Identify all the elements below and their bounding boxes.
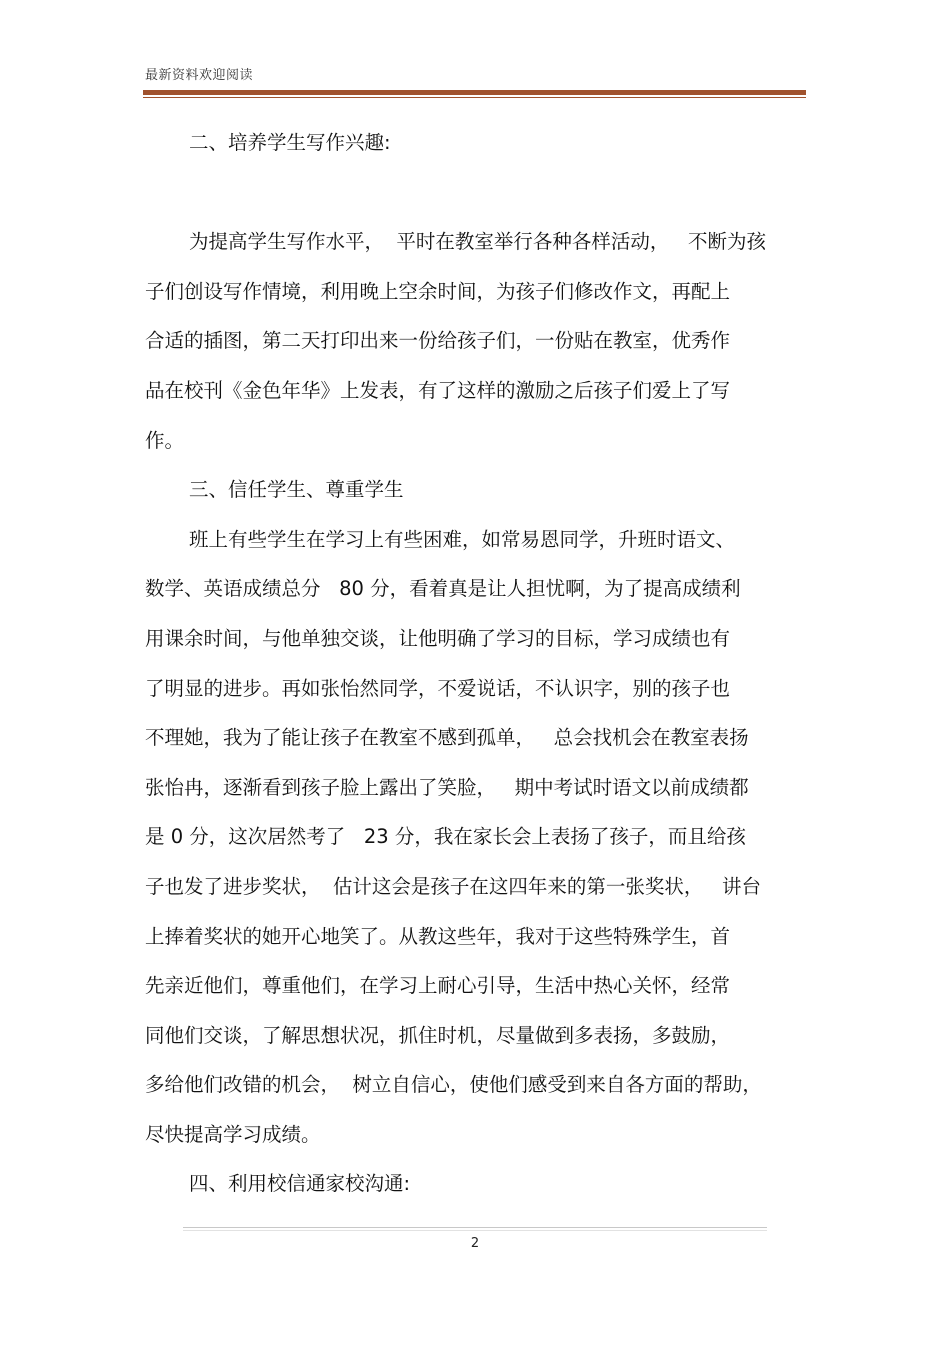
paragraph-line: 班上有些学生在学习上有些困难，如常易恩同学，升班时语文、 bbox=[189, 527, 736, 551]
paragraph-line: 合适的插图，第二天打印出来一份给孩子们，一份贴在教室，优秀作 bbox=[145, 329, 731, 353]
paragraph-line: 先亲近他们，尊重他们，在学习上耐心引导，生活中热心关怀，经常 bbox=[145, 974, 731, 998]
paragraph-line: 多给他们改错的机会， 树立自信心，使他们感受到来自各方面的帮助， bbox=[145, 1073, 762, 1097]
paragraph-line: 数学、英语成绩总分 80 分，看着真是让人担忧啊，为了提高成绩利 bbox=[145, 577, 741, 601]
paragraph-line: 品在校刊《金色年华》上发表，有了这样的激励之后孩子们爱上了写 bbox=[145, 378, 731, 402]
paragraph-line: 子也发了进步奖状， 估计这会是孩子在这四年来的第一张奖状， 讲台 bbox=[145, 874, 761, 898]
paragraph-line: 子们创设写作情境，利用晚上空余时间，为孩子们修改作文，再配上 bbox=[145, 279, 731, 303]
section-heading-4: 四、利用校信通家校沟通: bbox=[189, 1172, 411, 1196]
footer-rule bbox=[183, 1227, 767, 1228]
paragraph-line: 不理她，我为了能让孩子在教室不感到孤单， 总会找机会在教室表扬 bbox=[145, 726, 749, 750]
header-text: 最新资料欢迎阅读 bbox=[145, 68, 254, 83]
paragraph-line: 为提高学生写作水平， 平时在教室举行各种各样活动， 不断为孩 bbox=[189, 230, 766, 254]
footer-rule-shadow bbox=[183, 1230, 767, 1231]
paragraph-line: 作。 bbox=[145, 428, 185, 452]
document-body bbox=[145, 118, 805, 1209]
section-heading-3: 三、信任学生、尊重学生 bbox=[189, 478, 404, 502]
paragraph-gap bbox=[145, 168, 805, 218]
paragraph-line: 了明显的进步。再如张怡然同学，不爱说话，不认识字，别的孩子也 bbox=[145, 676, 731, 700]
header-rule-thin bbox=[143, 97, 806, 98]
paragraph-line: 上捧着奖状的她开心地笑了。从教这些年，我对于这些特殊学生，首 bbox=[145, 924, 731, 948]
paragraph-line: 用课余时间，与他单独交谈，让他明确了学习的目标，学习成绩也有 bbox=[145, 626, 731, 650]
page-number: 2 bbox=[470, 1236, 480, 1251]
paragraph-line: 是 0 分，这次居然考了 23 分，我在家长会上表扬了孩子，而且给孩 bbox=[145, 825, 746, 849]
section-heading-2: 二、培养学生写作兴趣: bbox=[189, 131, 391, 154]
header-rule-thick bbox=[143, 90, 806, 95]
paragraph-line: 同他们交谈，了解思想状况，抓住时机，尽量做到多表扬，多鼓励， bbox=[145, 1023, 731, 1047]
paragraph-line: 尽快提高学习成绩。 bbox=[145, 1122, 321, 1146]
paragraph-line: 张怡冉，逐渐看到孩子脸上露出了笑脸， 期中考试时语文以前成绩都 bbox=[145, 775, 749, 799]
